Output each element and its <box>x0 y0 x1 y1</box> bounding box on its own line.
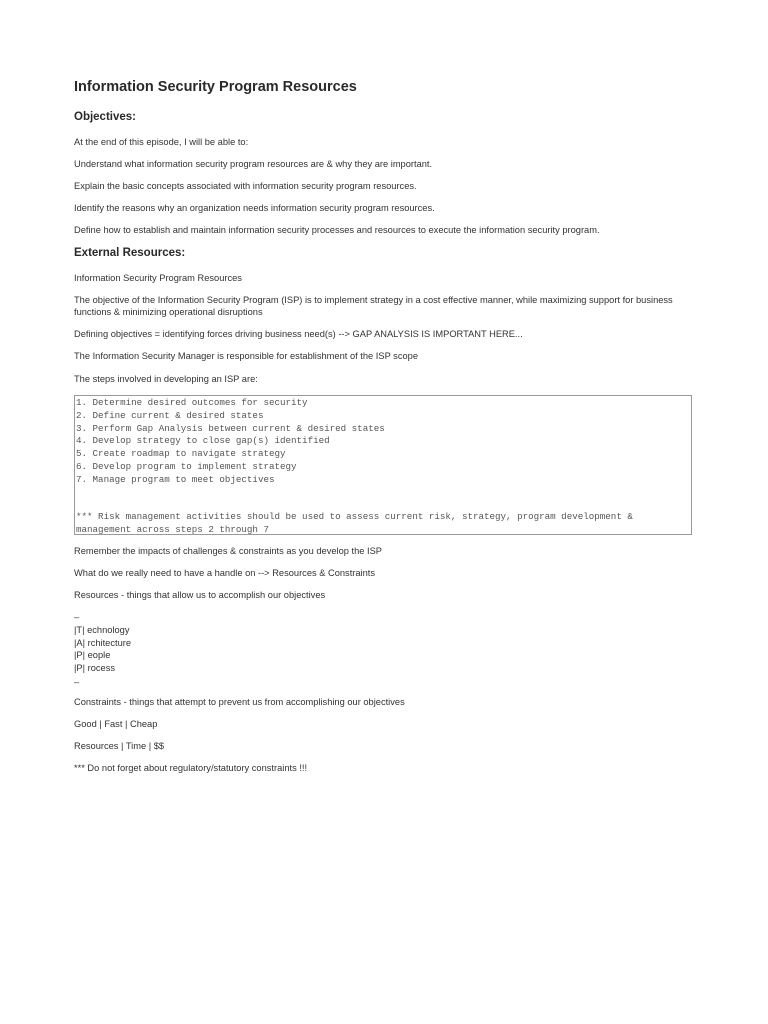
manager-paragraph: The Information Security Manager is responsible for establishment of the ISP scope <box>74 351 418 361</box>
step-line: 2. Define current & desired states <box>76 409 264 421</box>
tap-open-dash: – <box>74 612 80 622</box>
external-resources-heading: External Resources: <box>74 247 186 259</box>
objective-item: Define how to establish and maintain information security processes and resources to execute the information security program. <box>74 225 600 235</box>
resources-definition: Resources - things that allow us to accomplish our objectives <box>74 590 326 600</box>
isp-objective-paragraph: The objective of the Information Security Program (ISP) is to implement strategy in a cost effective manner, while maximizing support for business functions & minimizing operational disruptions <box>74 295 673 317</box>
step-line: 5. Create roadmap to navigate strategy <box>76 448 286 460</box>
objectives-heading: Objectives: <box>74 111 136 123</box>
steps-intro: The steps involved in developing an ISP are: <box>74 374 258 384</box>
tap-item: |P| eople <box>74 650 111 660</box>
handle-paragraph: What do we really need to have a handle on --> Resources & Constraints <box>74 568 376 578</box>
step-line: 3. Perform Gap Analysis between current & desired states <box>76 422 385 434</box>
objective-item: Explain the basic concepts associated with information security program resources. <box>74 181 417 191</box>
step-line: 4. Develop strategy to close gap(s) identified <box>76 435 330 447</box>
remember-paragraph: Remember the impacts of challenges & constraints as you develop the ISP <box>74 546 382 556</box>
objective-item: Understand what information security program resources are & why they are important. <box>74 159 433 169</box>
regulatory-note: *** Do not forget about regulatory/statutory constraints !!! <box>74 763 308 773</box>
step-line: 7. Manage program to meet objectives <box>76 473 275 485</box>
good-fast-cheap: Good | Fast | Cheap <box>74 719 158 729</box>
constraints-definition: Constraints - things that attempt to prevent us from accomplishing our objectives <box>74 697 405 707</box>
tap-item: |T| echnology <box>74 625 130 635</box>
step-line: 1. Determine desired outcomes for security <box>76 397 308 408</box>
objective-item: Identify the reasons why an organization needs information security program resources. <box>74 203 435 213</box>
objectives-intro: At the end of this episode, I will be able to: <box>74 137 249 147</box>
step-line: 6. Develop program to implement strategy <box>76 460 297 472</box>
tap-close-dash: – <box>74 677 80 687</box>
defining-objectives-paragraph: Defining objectives = identifying forces driving business need(s) --> GAP ANALYSIS IS IMPORTANT HERE... <box>74 329 523 339</box>
resources-time-money: Resources | Time | $$ <box>74 741 165 751</box>
tap-item: |P| rocess <box>74 663 115 673</box>
external-resource-link[interactable]: Information Security Program Resources <box>74 273 242 283</box>
steps-code-block <box>74 395 692 535</box>
risk-management-note: *** Risk management activities should be used to assess current risk, strategy, program development & management across steps 2 through 7 <box>76 511 633 535</box>
tap-item: |A| rchitecture <box>74 638 132 648</box>
page-title: Information Security Program Resources <box>74 79 357 95</box>
